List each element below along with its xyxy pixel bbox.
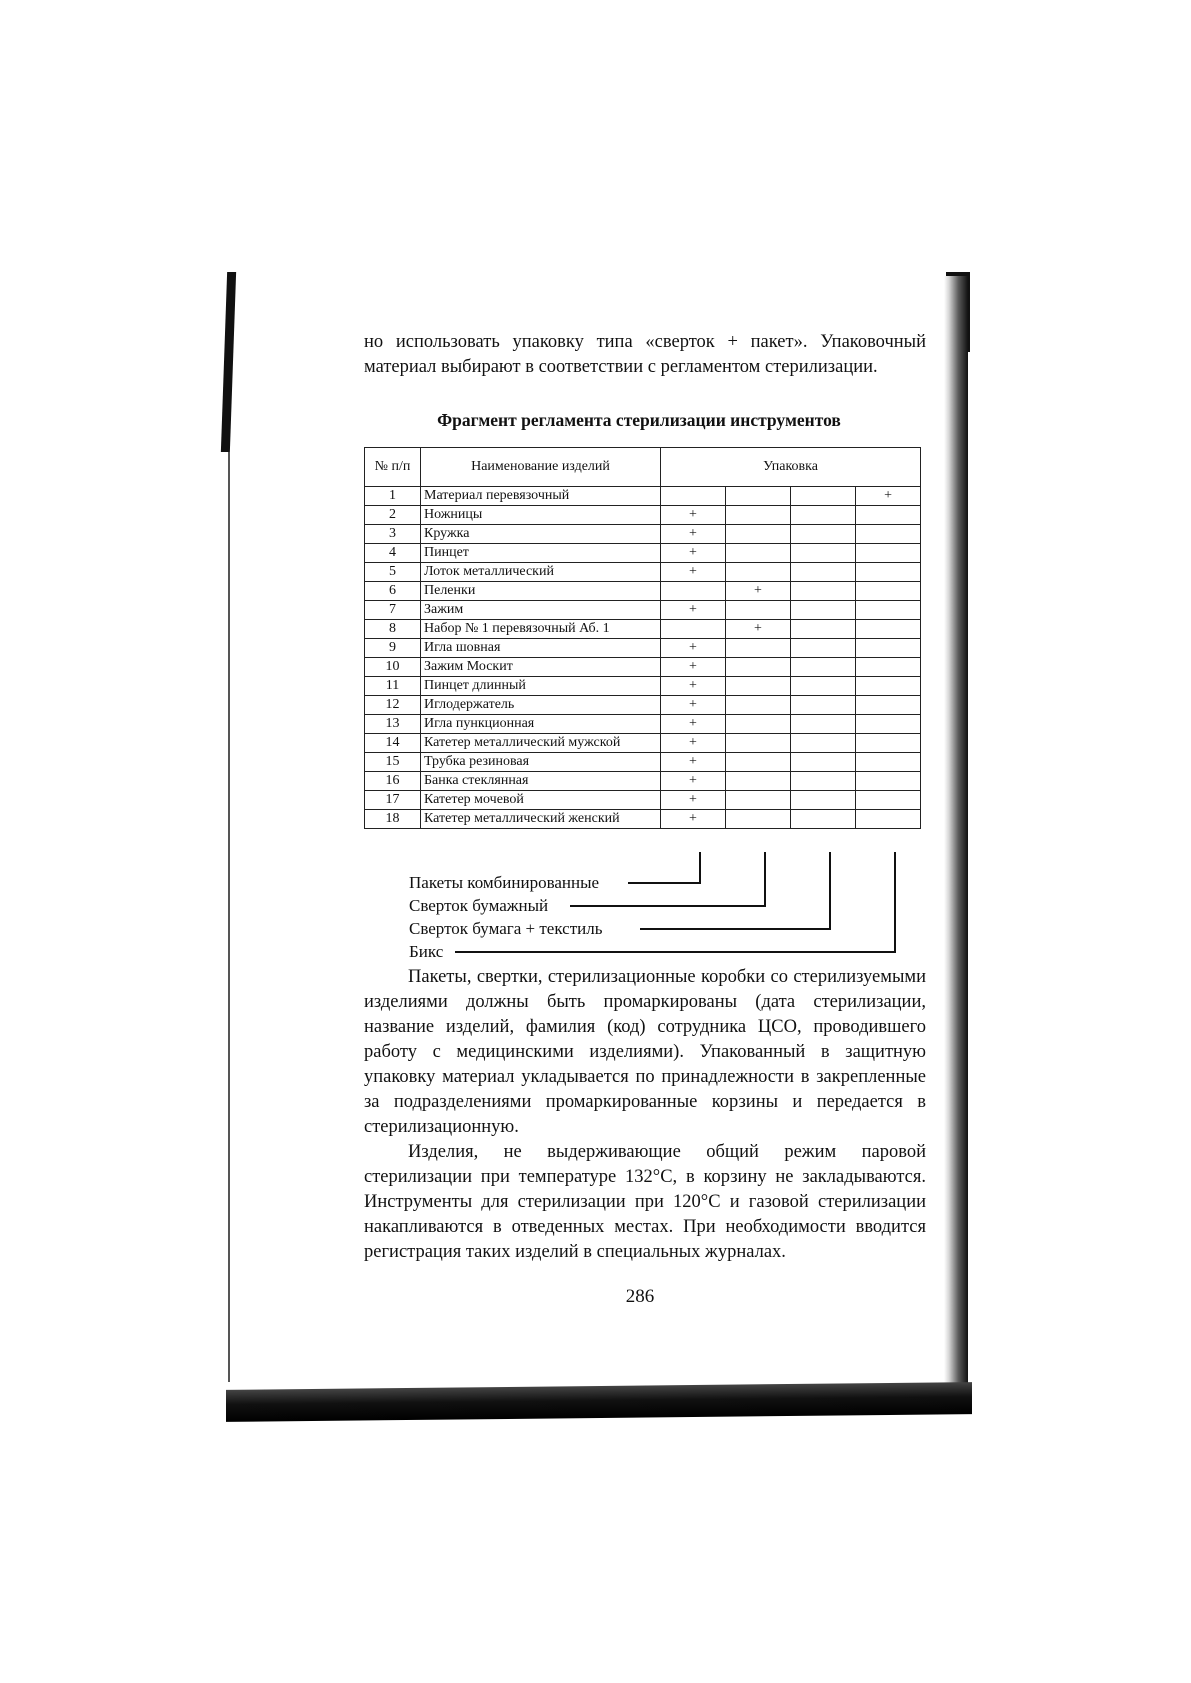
mark-combined-packets: + bbox=[661, 791, 726, 810]
mark-paper-textile-wrap bbox=[791, 696, 856, 715]
mark-paper-wrap bbox=[726, 696, 791, 715]
item-name: Банка стеклянная bbox=[421, 772, 661, 791]
table-row bbox=[365, 544, 921, 563]
mark-box bbox=[856, 734, 921, 753]
table-row bbox=[365, 639, 921, 658]
mark-combined-packets: + bbox=[661, 506, 726, 525]
item-name: Кружка bbox=[421, 525, 661, 544]
item-name: Трубка резиновая bbox=[421, 753, 661, 772]
item-name: Лоток металлический bbox=[421, 563, 661, 582]
mark-combined-packets: + bbox=[661, 525, 726, 544]
mark-paper-wrap bbox=[726, 734, 791, 753]
mark-combined-packets: + bbox=[661, 772, 726, 791]
table-row bbox=[365, 601, 921, 620]
body-paragraph: Изделия, не выдерживающие общий режим паровой стерилизации при температуре 132°С, в корзину не закладываются. Инструменты для стерилизации при 120°С и газовой стерилизации накапливаются в отведенных местах. При необходимости вводится регистрация таких изделий в специальных журналах. bbox=[364, 1142, 926, 1262]
item-name: Набор № 1 перевязочный Аб. 1 bbox=[421, 620, 661, 639]
table-title: Фрагмент регламента стерилизации инструментов bbox=[437, 410, 841, 430]
header-num: № п/п bbox=[365, 448, 421, 487]
mark-paper-wrap bbox=[726, 487, 791, 506]
row-number: 12 bbox=[365, 696, 421, 715]
table-row bbox=[365, 696, 921, 715]
mark-paper-wrap bbox=[726, 525, 791, 544]
mark-paper-textile-wrap bbox=[791, 677, 856, 696]
item-name: Игла шовная bbox=[421, 639, 661, 658]
mark-box bbox=[856, 696, 921, 715]
mark-paper-wrap bbox=[726, 563, 791, 582]
mark-paper-wrap bbox=[726, 506, 791, 525]
item-name: Пинцет длинный bbox=[421, 677, 661, 696]
row-number: 9 bbox=[365, 639, 421, 658]
mark-paper-textile-wrap bbox=[791, 810, 856, 829]
mark-box bbox=[856, 506, 921, 525]
mark-paper-textile-wrap bbox=[791, 601, 856, 620]
item-name: Пинцет bbox=[421, 544, 661, 563]
item-name: Катетер металлический мужской bbox=[421, 734, 661, 753]
mark-paper-wrap bbox=[726, 753, 791, 772]
legend-line-combined-packets bbox=[628, 852, 700, 883]
mark-paper-wrap bbox=[726, 791, 791, 810]
mark-box bbox=[856, 772, 921, 791]
mark-paper-textile-wrap bbox=[791, 772, 856, 791]
mark-combined-packets: + bbox=[661, 563, 726, 582]
table-row bbox=[365, 810, 921, 829]
mark-combined-packets: + bbox=[661, 677, 726, 696]
row-number: 15 bbox=[365, 753, 421, 772]
legend-label-paper-textile-wrap: Сверток бумага + текстиль bbox=[409, 919, 603, 938]
mark-paper-textile-wrap bbox=[791, 506, 856, 525]
mark-paper-wrap bbox=[726, 810, 791, 829]
table-row bbox=[365, 487, 921, 506]
mark-paper-wrap bbox=[726, 601, 791, 620]
mark-combined-packets: + bbox=[661, 639, 726, 658]
table-row bbox=[365, 677, 921, 696]
mark-combined-packets: + bbox=[661, 734, 726, 753]
row-number: 13 bbox=[365, 715, 421, 734]
item-name: Зажим Москит bbox=[421, 658, 661, 677]
row-number: 5 bbox=[365, 563, 421, 582]
row-number: 7 bbox=[365, 601, 421, 620]
table-row bbox=[365, 715, 921, 734]
header-packaging: Упаковка bbox=[661, 448, 921, 487]
header-name: Наименование изделий bbox=[421, 448, 661, 487]
item-name: Иглодержатель bbox=[421, 696, 661, 715]
table-row bbox=[365, 772, 921, 791]
mark-box bbox=[856, 791, 921, 810]
mark-paper-wrap bbox=[726, 715, 791, 734]
item-name: Катетер металлический женский bbox=[421, 810, 661, 829]
table-header-row bbox=[365, 448, 921, 487]
top-paragraph: но использовать упаковку типа «сверток + пакет». Упаковочный материал выбирают в соответствии с регламентом стерилизации. bbox=[364, 332, 926, 377]
mark-box bbox=[856, 658, 921, 677]
item-name: Пеленки bbox=[421, 582, 661, 601]
item-name: Катетер мочевой bbox=[421, 791, 661, 810]
row-number: 1 bbox=[365, 487, 421, 506]
mark-box bbox=[856, 544, 921, 563]
mark-combined-packets: + bbox=[661, 753, 726, 772]
table-row bbox=[365, 620, 921, 639]
scan-bottom-shadow bbox=[226, 1382, 972, 1422]
mark-combined-packets: + bbox=[661, 544, 726, 563]
item-name: Игла пункционная bbox=[421, 715, 661, 734]
mark-paper-textile-wrap bbox=[791, 487, 856, 506]
mark-combined-packets bbox=[661, 487, 726, 506]
mark-paper-textile-wrap bbox=[791, 544, 856, 563]
item-name: Материал перевязочный bbox=[421, 487, 661, 506]
page-number: 286 bbox=[625, 1286, 655, 1307]
mark-combined-packets: + bbox=[661, 810, 726, 829]
item-name: Зажим bbox=[421, 601, 661, 620]
row-number: 10 bbox=[365, 658, 421, 677]
legend-label-paper-wrap: Сверток бумажный bbox=[409, 896, 549, 915]
mark-combined-packets: + bbox=[661, 658, 726, 677]
mark-paper-textile-wrap bbox=[791, 639, 856, 658]
row-number: 18 bbox=[365, 810, 421, 829]
mark-box bbox=[856, 525, 921, 544]
row-number: 2 bbox=[365, 506, 421, 525]
legend-label-combined-packets: Пакеты комбинированные bbox=[409, 873, 600, 892]
table-row bbox=[365, 658, 921, 677]
mark-box bbox=[856, 715, 921, 734]
mark-combined-packets bbox=[661, 582, 726, 601]
mark-box bbox=[856, 563, 921, 582]
body-paragraph: Пакеты, свертки, стерилизационные коробки со стерилизуемыми изделиями должны быть промаркированы (дата стерилизации, название изделий, фамилия (код) сотрудника ЦСО, проводившего работу с медицинскими изделиями). Упакованный в защитную упаковку материал укладывается по принадлежности в закрепленные за подразделениями промаркированные корзины и передается в стерилизационную. bbox=[364, 967, 926, 1137]
mark-paper-textile-wrap bbox=[791, 715, 856, 734]
legend-line-paper-wrap bbox=[570, 852, 765, 906]
mark-paper-wrap bbox=[726, 772, 791, 791]
row-number: 11 bbox=[365, 677, 421, 696]
legend-label-box: Бикс bbox=[409, 942, 444, 961]
scan-edge-line bbox=[228, 452, 230, 1382]
row-number: 6 bbox=[365, 582, 421, 601]
mark-box bbox=[856, 810, 921, 829]
mark-paper-textile-wrap bbox=[791, 525, 856, 544]
mark-box bbox=[856, 753, 921, 772]
row-number: 3 bbox=[365, 525, 421, 544]
mark-box bbox=[856, 601, 921, 620]
sterilization-table bbox=[364, 447, 921, 829]
mark-paper-wrap bbox=[726, 544, 791, 563]
mark-paper-wrap: + bbox=[726, 582, 791, 601]
table-row bbox=[365, 791, 921, 810]
mark-paper-wrap bbox=[726, 639, 791, 658]
mark-paper-textile-wrap bbox=[791, 658, 856, 677]
legend-line-paper-textile-wrap bbox=[640, 852, 830, 929]
mark-combined-packets: + bbox=[661, 715, 726, 734]
row-number: 14 bbox=[365, 734, 421, 753]
mark-box: + bbox=[856, 487, 921, 506]
mark-paper-textile-wrap bbox=[791, 620, 856, 639]
row-number: 4 bbox=[365, 544, 421, 563]
item-name: Ножницы bbox=[421, 506, 661, 525]
mark-paper-textile-wrap bbox=[791, 563, 856, 582]
mark-paper-textile-wrap bbox=[791, 791, 856, 810]
table-row bbox=[365, 753, 921, 772]
row-number: 16 bbox=[365, 772, 421, 791]
scan-edge-mark bbox=[221, 272, 236, 452]
mark-paper-textile-wrap bbox=[791, 582, 856, 601]
mark-paper-wrap: + bbox=[726, 620, 791, 639]
row-number: 8 bbox=[365, 620, 421, 639]
mark-combined-packets bbox=[661, 620, 726, 639]
mark-combined-packets: + bbox=[661, 601, 726, 620]
table-row bbox=[365, 525, 921, 544]
mark-box bbox=[856, 677, 921, 696]
mark-paper-wrap bbox=[726, 677, 791, 696]
mark-paper-textile-wrap bbox=[791, 753, 856, 772]
mark-box bbox=[856, 582, 921, 601]
body-text bbox=[364, 965, 926, 1265]
mark-paper-wrap bbox=[726, 658, 791, 677]
scan-edge-shadow bbox=[944, 276, 968, 1396]
table-row bbox=[365, 582, 921, 601]
table-row bbox=[365, 734, 921, 753]
mark-paper-textile-wrap bbox=[791, 734, 856, 753]
table-row bbox=[365, 563, 921, 582]
mark-combined-packets: + bbox=[661, 696, 726, 715]
row-number: 17 bbox=[365, 791, 421, 810]
mark-box bbox=[856, 620, 921, 639]
mark-box bbox=[856, 639, 921, 658]
table-row bbox=[365, 506, 921, 525]
